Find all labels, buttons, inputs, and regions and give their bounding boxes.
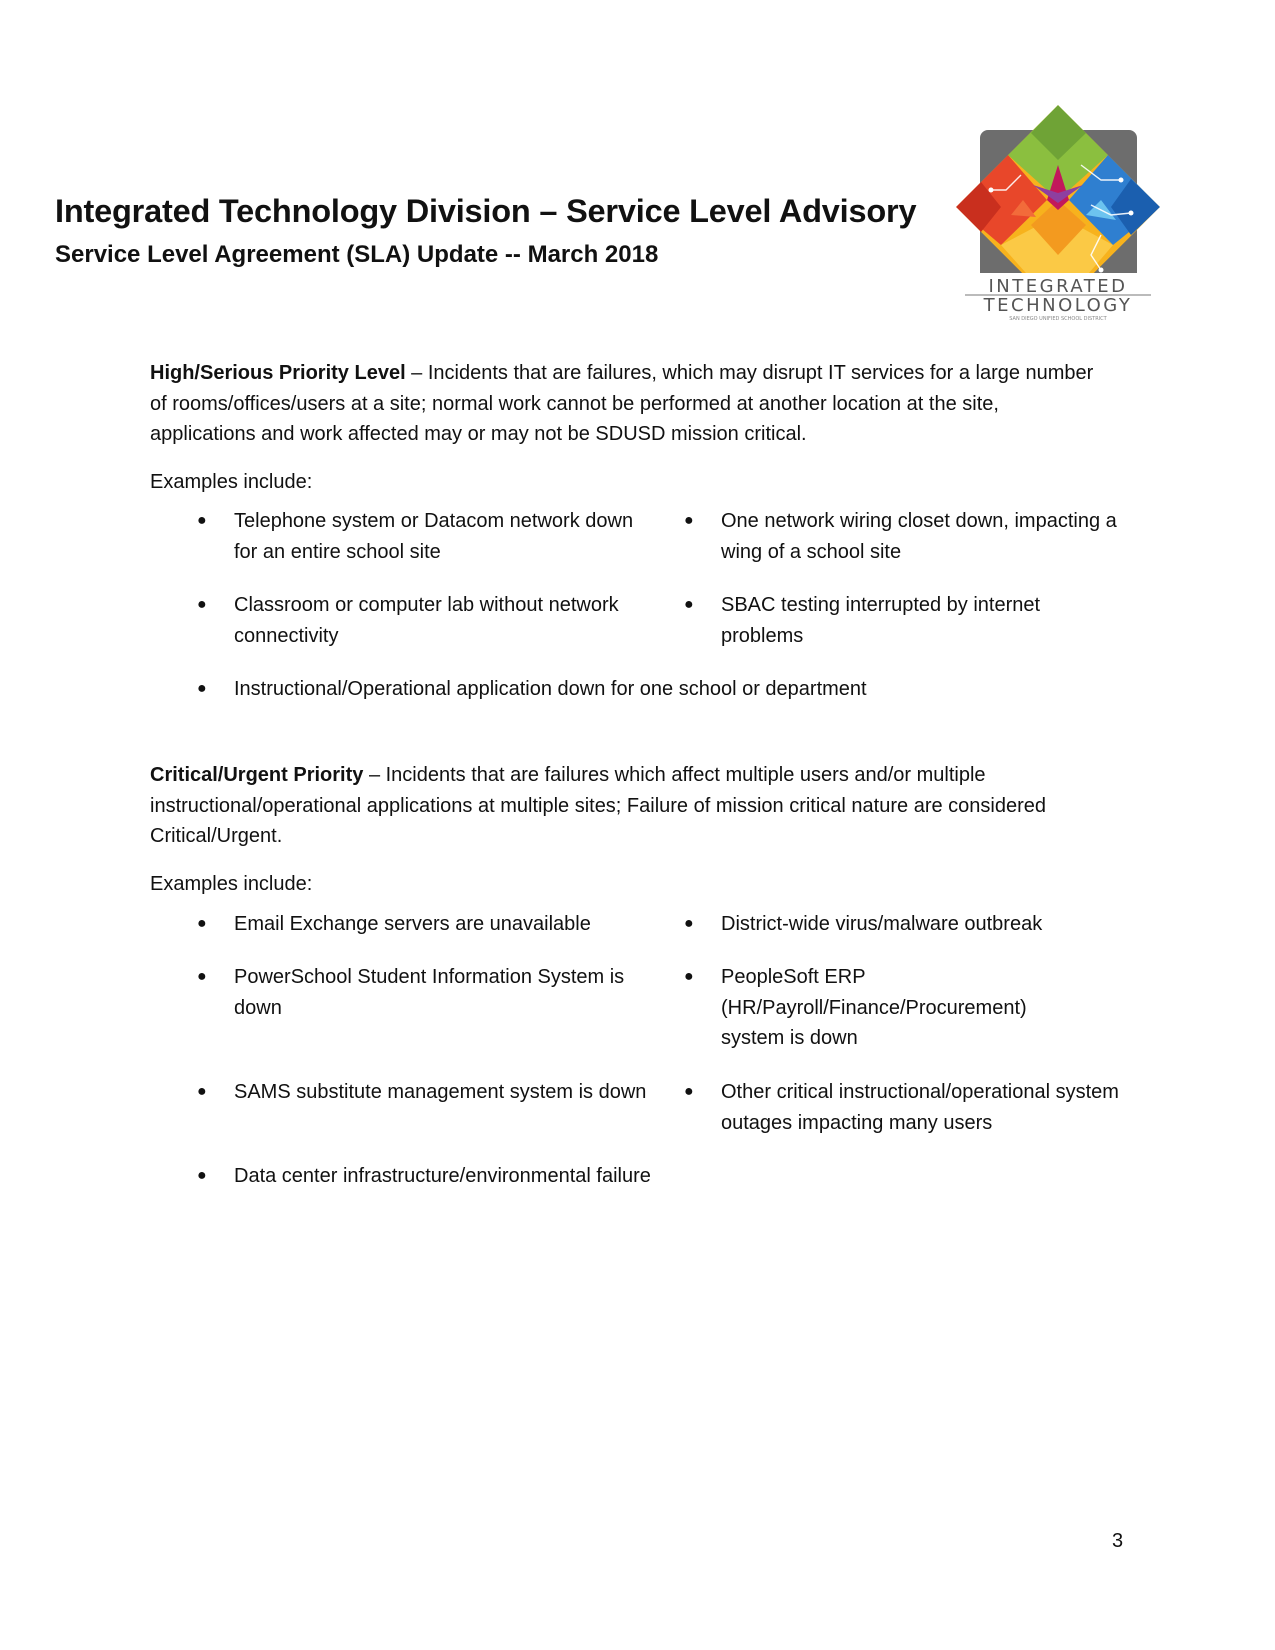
list-item: ● Other critical instructional/operational system outages impacting many users — [684, 1077, 1121, 1138]
list-item: ● One network wiring closet down, impacting a wing of a school site — [684, 506, 1161, 567]
critical-priority-description: – Incidents that are failures which affect multiple users and/or multiple instructional/operational applications at multiple sites; Failure of mission critical nature are considered Critical/Urgent. — [150, 764, 1046, 847]
high-examples-label: Examples include: — [150, 471, 313, 493]
logo-line1: INTEGRATED — [988, 276, 1128, 297]
high-priority-heading: High/Serious Priority Level — [150, 362, 406, 384]
page-number: 3 — [1112, 1530, 1124, 1552]
list-item: ● Telephone system or Datacom network down for an entire school site — [197, 506, 654, 567]
logo-line2: TECHNOLOGY — [983, 295, 1133, 316]
page-subtitle: Service Level Agreement (SLA) Update -- March 2018 — [55, 241, 659, 268]
critical-examples-label: Examples include: — [150, 873, 313, 895]
list-item: ● SBAC testing interrupted by internet problems — [684, 590, 1121, 651]
list-item: ● SAMS substitute management system is down — [197, 1077, 654, 1108]
critical-priority-paragraph — [150, 760, 1110, 852]
page-title: Integrated Technology Division – Service Level Advisory — [55, 193, 917, 229]
list-item: ● District-wide virus/malware outbreak — [684, 909, 1141, 940]
list-item: ● Instructional/Operational application down for one school or department — [197, 674, 1134, 705]
list-item: ● Classroom or computer lab without network connectivity — [197, 590, 654, 651]
integrated-technology-logo — [951, 105, 1166, 335]
logo-line3: SAN DIEGO UNIFIED SCHOOL DISTRICT — [1009, 316, 1107, 322]
high-priority-paragraph — [150, 358, 1110, 450]
list-item: ● PowerSchool Student Information System is down — [197, 962, 654, 1023]
critical-priority-heading: Critical/Urgent Priority — [150, 764, 364, 786]
high-priority-description: – Incidents that are failures, which may disrupt IT services for a large number of rooms/offices/users at a site; normal work cannot be performed at another location at the site, applications and work affected may or may not be SDUSD mission critical. — [150, 362, 1094, 445]
list-item: ● Data center infrastructure/environmental failure — [197, 1161, 1134, 1192]
list-item: ● Email Exchange servers are unavailable — [197, 909, 654, 940]
list-item: ● PeopleSoft ERP (HR/Payroll/Finance/Procurement) system is down — [684, 962, 1081, 1054]
